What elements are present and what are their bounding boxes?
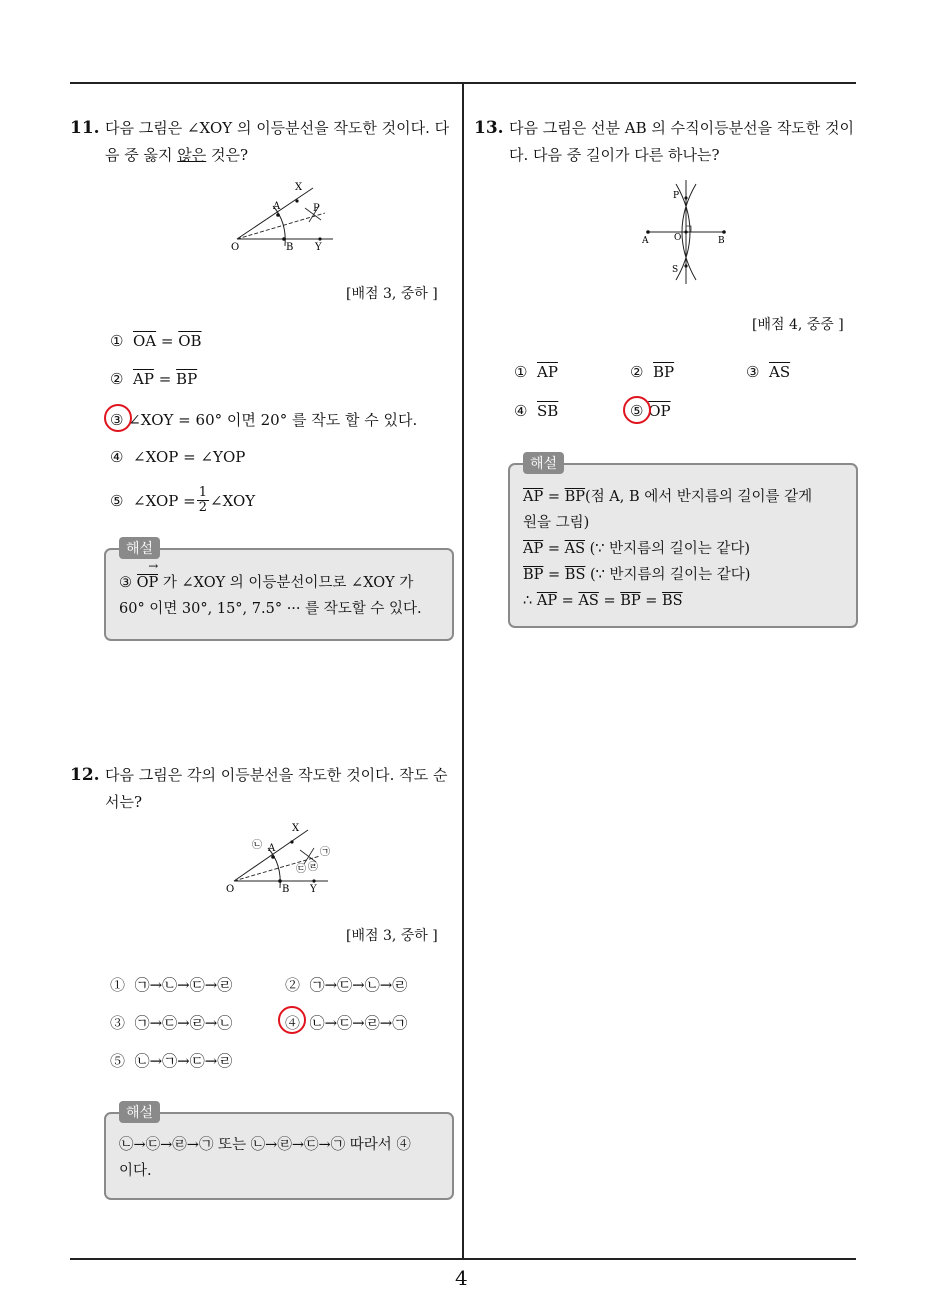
bottom-rule: [70, 1258, 856, 1260]
explanation-box: ㉡→㉢→㉣→㉠ 또는 ㉡→㉣→㉢→㉠ 따라서 ④ 이다.: [104, 1112, 454, 1200]
option-3[interactable]: ③ ㉠→㉢→㉣→㉡: [110, 1014, 233, 1032]
label-p: P: [673, 191, 680, 201]
perpendicular-bisector-figure: [636, 176, 736, 288]
question-number: 12.: [70, 765, 100, 785]
option-1[interactable]: ① $\overline{OA} = \overline{OB}$: [110, 332, 202, 350]
label-step-3: ㉢: [296, 864, 306, 875]
label-s: S: [672, 265, 679, 275]
option-4[interactable]: ④ $\overline{SB}$: [514, 402, 559, 420]
option-3[interactable]: ③ $\overline{AS}$: [746, 363, 791, 381]
explanation-box: $\overline{AP} = \overline{BP}$(점 A, B 에서 반지름의 길이를 같게 원을 그림) $\overline{AP} = \overline{AS}$ (∵ 반지름의 길이는 같다) $\overline{BP} = \overline{BS}$ (∵ 반지름의 길이는 같다) ∴ $\overline{AP} = \overline{AS} = \overline{BP} = \overline{BS}$: [508, 463, 858, 628]
label-step-4: ㉣: [308, 862, 318, 873]
option-4[interactable]: ④ ∠XOP = ∠YOP: [110, 448, 246, 466]
option-5[interactable]: ⑤ $\overline{OP}$: [630, 402, 671, 420]
option-4[interactable]: ④ ㉡→㉢→㉣→㉠: [285, 1014, 408, 1032]
explanation-tab: 해설: [119, 537, 160, 559]
label-o: O: [674, 233, 682, 243]
explanation-box: ③ → OP 가 ∠XOY 의 이등분선이므로 ∠XOY 가 60° 이면 30°, 15°, 7.5° ··· 를 작도할 수 있다.: [104, 548, 454, 641]
option-5[interactable]: ⑤ ㉡→㉠→㉢→㉣: [110, 1052, 233, 1070]
answer-circle: [278, 1006, 306, 1034]
label-step-2: ㉡: [252, 840, 262, 851]
option-2[interactable]: ② ㉠→㉢→㉡→㉣: [285, 976, 408, 994]
column-divider: [462, 84, 464, 1259]
option-1[interactable]: ① ㉠→㉡→㉢→㉣: [110, 976, 233, 994]
option-3[interactable]: ③ ∠XOY = 60° 이면 20° 를 작도 할 수 있다.: [110, 411, 418, 429]
option-5[interactable]: ⑤ ∠XOP = $\frac{1}{2}$ ∠XOY: [110, 485, 256, 515]
option-1[interactable]: ① $\overline{AP}$: [514, 363, 558, 381]
label-a: A: [273, 201, 281, 212]
label-o: O: [226, 884, 235, 895]
label-y: Y: [310, 884, 317, 895]
angle-bisector-order-figure: [222, 820, 342, 900]
label-a: A: [642, 236, 649, 246]
score-label: [배점 4, 중중 ]: [752, 317, 844, 333]
label-x: X: [292, 823, 300, 834]
answer-circle: [623, 396, 651, 424]
label-p: P: [313, 203, 320, 214]
label-a: A: [268, 843, 276, 854]
score-label: [배점 3, 중하 ]: [346, 286, 438, 302]
label-b: B: [282, 884, 290, 895]
score-label: [배점 3, 중하 ]: [346, 928, 438, 944]
answer-circle: [104, 404, 132, 432]
label-b: B: [286, 242, 294, 253]
label-o: O: [231, 242, 240, 253]
question-text: 다음 그림은 각의 이등분선을 작도한 것이다. 작도 순 서는?: [105, 766, 448, 811]
question-number: 13.: [474, 118, 504, 138]
question-text: 다음 그림은 ∠XOY 의 이등분선을 작도한 것이다. 다 음 중 옳지 않은 것은?: [105, 119, 450, 164]
option-2[interactable]: ② $\overline{BP}$: [630, 363, 675, 381]
question-text: 다음 그림은 선분 AB 의 수직이등분선을 작도한 것이 다. 다음 중 길이가 다른 하나는?: [509, 119, 855, 164]
label-b: B: [718, 236, 725, 246]
angle-bisector-figure: [225, 178, 345, 258]
page-number: 4: [455, 1266, 468, 1290]
label-x: X: [295, 182, 303, 193]
option-2[interactable]: ② $\overline{AP} = \overline{BP}$: [110, 370, 198, 388]
question-number: 11.: [70, 118, 100, 138]
label-y: Y: [315, 242, 322, 253]
explanation-tab: 해설: [119, 1101, 160, 1123]
explanation-tab: 해설: [523, 452, 564, 474]
label-step-1: ㉠: [320, 847, 330, 858]
